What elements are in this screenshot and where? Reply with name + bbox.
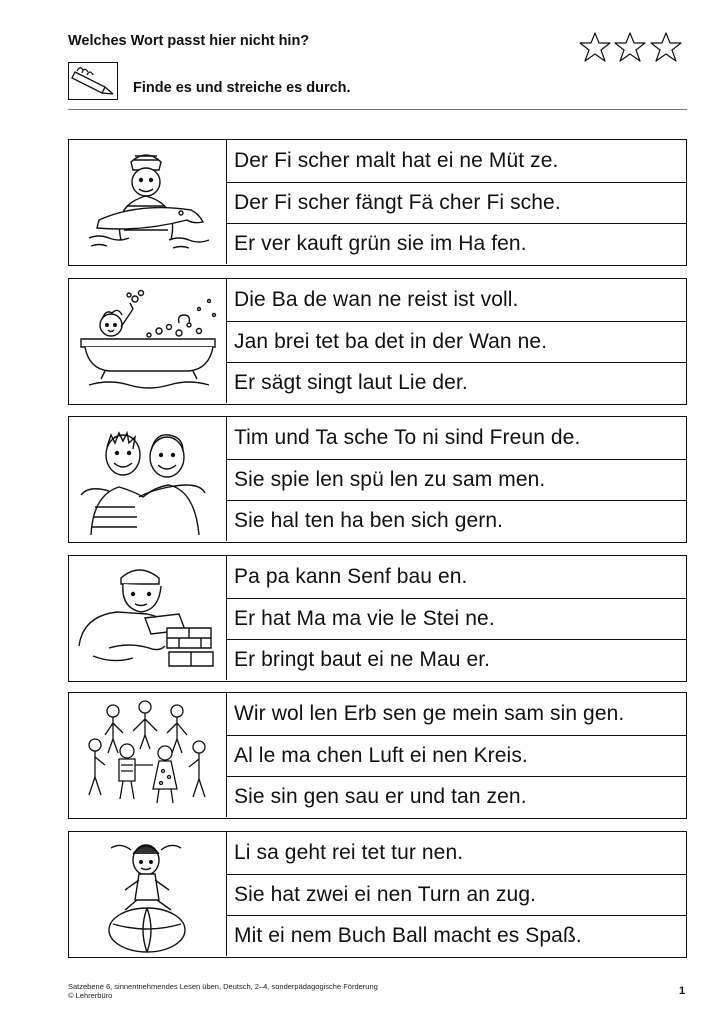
exercise-2 — [68, 278, 687, 405]
header-divider — [68, 109, 687, 110]
sentence[interactable]: Pa pa kann Senf bau en. — [234, 565, 468, 588]
sentence[interactable]: Al le ma chen Luft ei nen Kreis. — [227, 735, 686, 777]
fisherman-icon — [69, 140, 225, 264]
sentence[interactable]: Sie hat zwei ei nen Turn an zug. — [227, 874, 686, 916]
friends-icon — [69, 417, 225, 541]
sentence[interactable]: Die Ba de wan ne reist ist voll. — [234, 288, 519, 311]
sentence[interactable]: Der Fi scher fängt Fä cher Fi sche. — [227, 182, 686, 224]
sentence[interactable]: Er hat Ma ma vie le Stei ne. — [227, 598, 686, 640]
difficulty-stars-icon — [578, 30, 684, 66]
page-number: 1 — [679, 985, 686, 997]
exercise-6-picture — [69, 832, 227, 956]
exercise-1 — [68, 139, 687, 266]
sentence[interactable]: Tim und Ta sche To ni sind Freun de. — [234, 426, 581, 449]
bathtub-icon — [69, 279, 225, 403]
footer-line-1: Satzebene 6, sinnentnehmendes Lesen üben, Deutsch, 2–4, sonderpädagogische Förderung — [68, 982, 378, 991]
footer-line-2: © Lehrerbüro — [68, 991, 113, 1000]
girl-on-ball-icon — [69, 832, 225, 956]
exercise-6 — [68, 831, 687, 958]
children-circle-icon — [69, 693, 225, 817]
exercise-1-picture — [69, 140, 227, 264]
exercise-5 — [68, 692, 687, 819]
exercise-3 — [68, 416, 687, 543]
sentence[interactable]: Jan brei tet ba det in der Wan ne. — [227, 321, 686, 363]
sentence[interactable]: Mit ei nem Buch Ball macht es Spaß. — [227, 915, 686, 957]
sentence[interactable]: Er ver kauft grün sie im Ha fen. — [227, 223, 686, 265]
footer-text — [68, 982, 378, 1000]
sentence[interactable]: Der Fi scher malt hat ei ne Müt ze. — [234, 149, 559, 172]
bricklayer-icon — [69, 556, 225, 680]
pencil-icon — [69, 63, 116, 98]
exercise-4-picture — [69, 556, 227, 680]
sentence[interactable]: Wir wol len Erb sen ge mein sam sin gen. — [234, 702, 625, 725]
exercise-2-picture — [69, 279, 227, 403]
exercise-3-picture — [69, 417, 227, 541]
pencil-icon-box — [68, 62, 118, 100]
sentence[interactable]: Er bringt baut ei ne Mau er. — [227, 639, 686, 681]
exercise-5-picture — [69, 693, 227, 817]
sentence[interactable]: Li sa geht rei tet tur nen. — [234, 841, 464, 864]
sentence[interactable]: Er sägt singt laut Lie der. — [227, 362, 686, 404]
instruction-text: Finde es und streiche es durch. — [133, 80, 351, 96]
worksheet-title: Welches Wort passt hier nicht hin? — [68, 33, 310, 49]
exercise-4 — [68, 555, 687, 682]
sentence[interactable]: Sie spie len spü len zu sam men. — [227, 459, 686, 501]
sentence[interactable]: Sie sin gen sau er und tan zen. — [227, 776, 686, 818]
sentence[interactable]: Sie hal ten ha ben sich gern. — [227, 500, 686, 542]
